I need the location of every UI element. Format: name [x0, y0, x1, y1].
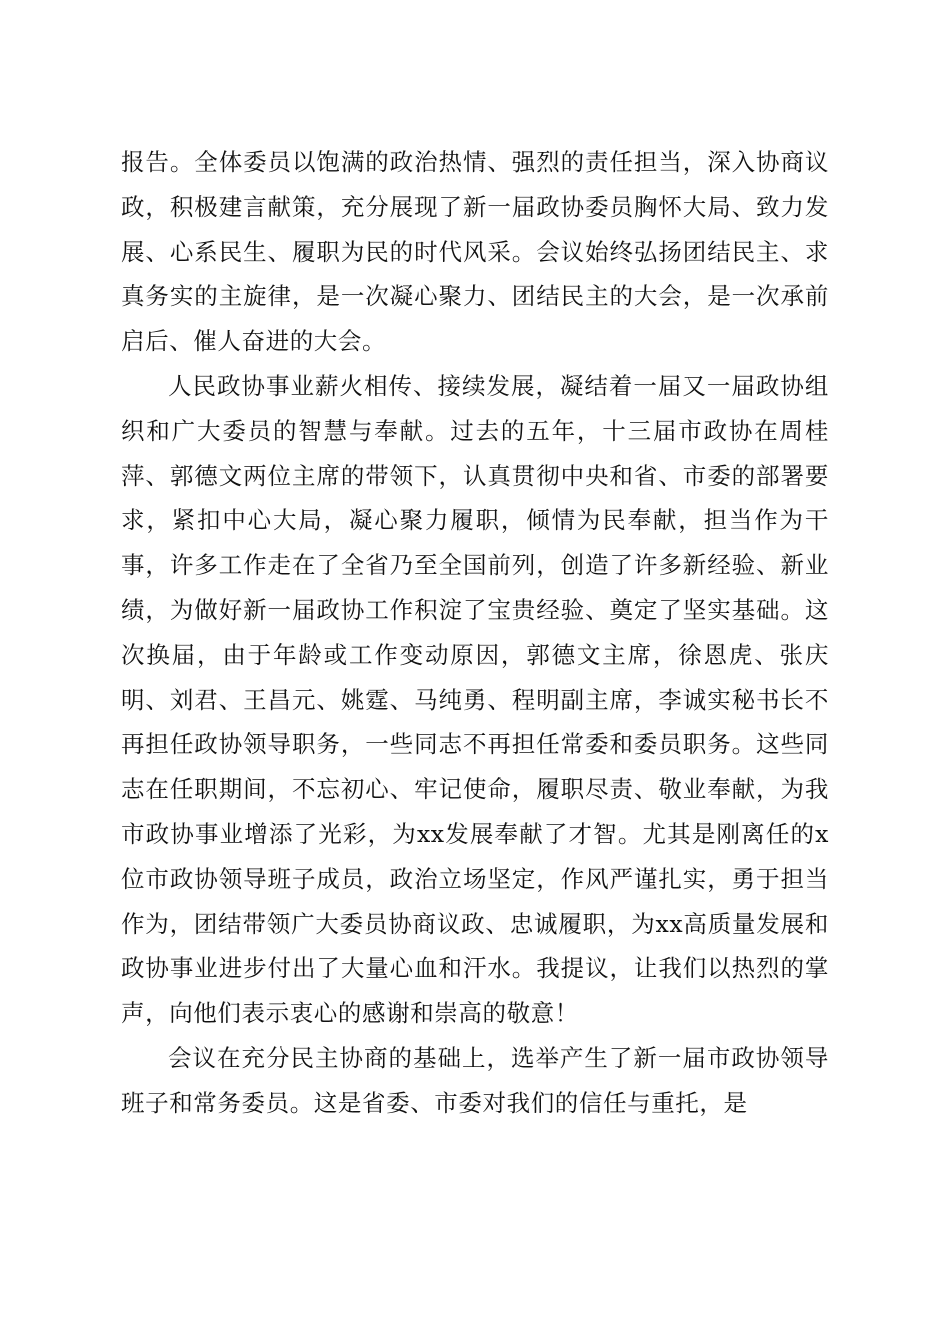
paragraph-tribute: 人民政协事业薪火相传、接续发展，凝结着一届又一届政协组织和广大委员的智慧与奉献。过去的五年，十三届市政协在周桂萍、郭德文两位主席的带领下，认真贯彻中央和省、市委的部署要求，紧扣中心大局，凝心聚力履职，倾情为民奉献，担当作为干事，许多工作走在了全省乃至全国前列，创造了许多新经验、新业绩，为做好新一届政协工作积淀了宝贵经验、奠定了坚实基础。这次换届，由于年龄或工作变动原因，郭德文主席，徐恩虎、张庆明、刘君、王昌元、姚霆、马纯勇、程明副主席，李诚实秘书长不再担任政协领导职务，一些同志不再担任常委和委员职务。这些同志在任职期间，不忘初心、牢记使命，履职尽责、敬业奉献，为我市政协事业增添了光彩，为xx发展奉献了才智。尤其是刚离任的x位市政协领导班子成员，政治立场坚定，作风严谨扎实，勇于担当作为，团结带领广大委员协商议政、忠诚履职，为xx高质量发展和政协事业进步付出了大量心血和汗水。我提议，让我们以热烈的掌声，向他们表示衷心的感谢和崇高的敬意！ — [121, 371, 829, 1028]
document-body — [121, 140, 829, 1126]
paragraph-election: 会议在充分民主协商的基础上，选举产生了新一届市政协领导班子和常务委员。这是省委、市委对我们的信任与重托，是 — [121, 1043, 829, 1117]
paragraph-continued: 报告。全体委员以饱满的政治热情、强烈的责任担当，深入协商议政，积极建言献策，充分展现了新一届政协委员胸怀大局、致力发展、心系民生、履职为民的时代风采。会议始终弘扬团结民主、求真务实的主旋律，是一次凝心聚力、团结民主的大会，是一次承前启后、催人奋进的大会。 — [121, 148, 829, 356]
